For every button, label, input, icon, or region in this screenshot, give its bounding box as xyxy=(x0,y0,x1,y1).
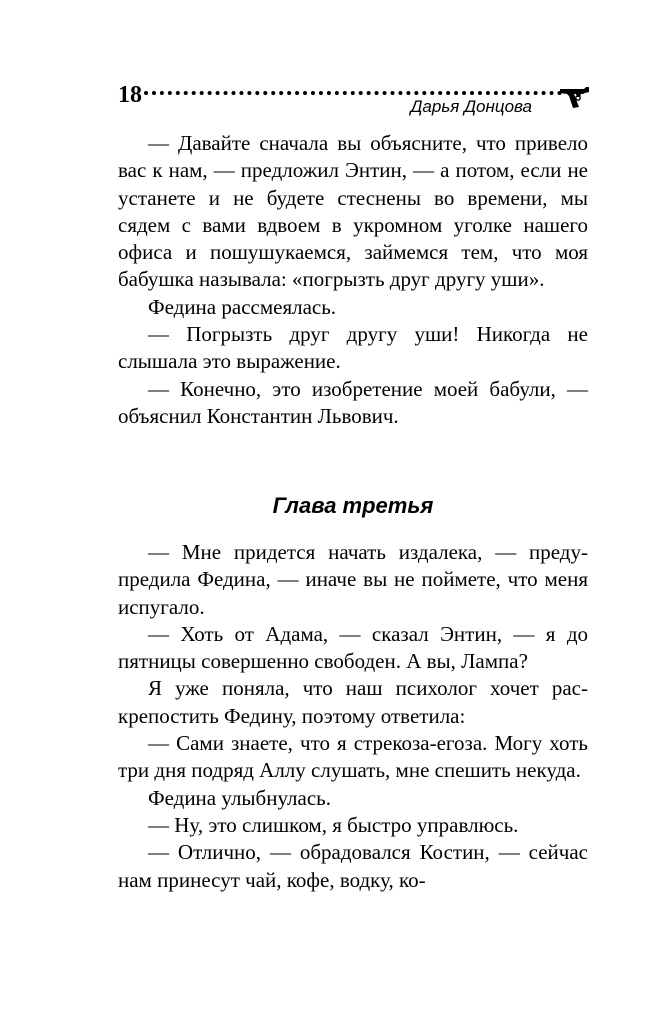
paragraph: — Ну, это слишком, я быстро управлюсь. xyxy=(148,812,519,837)
paragraph: Федина рассмеялась. xyxy=(148,294,337,319)
paragraph: — Мне придется начать издалека, — предупредила Федина, — иначе вы не поймете, что меня испугало. xyxy=(118,540,588,619)
paragraph: Федина улыбнулась. xyxy=(148,785,331,810)
paragraph: — Давайте сначала вы объясните, что привело вас к нам, — предложил Энтин, — а потом, если не устанете и не будете стеснены во времени, мы сядем с вами вдвоем в укромном уголке нашего офиса и пошушукаемся, займемся тем, что моя бабушка называла: «погрызть друг другу уши». xyxy=(118,131,588,292)
paragraph: Я уже поняла, что наш психолог хочет раскрепостить Федину, поэтому ответила: xyxy=(118,676,588,728)
paragraph: — Хоть от Адама, — сказал Энтин, — я до пятницы совершенно свободен. А вы, Лампа? xyxy=(118,621,588,674)
paragraph: — Сами знаете, что я стрекоза-егоза. Могу хоть три дня подряд Аллу слушать, мне спешить некуда. xyxy=(118,731,588,783)
paragraph: — Погрызть друг другу уши! Никогда не слышала это выражение. xyxy=(118,322,588,374)
paragraph: — Конечно, это изобретение моей бабули, — объяснил Константин Львович. xyxy=(118,376,588,428)
text-section-1 xyxy=(118,130,588,430)
paragraph: — Отлично, — обрадовался Костин, — сейчас нам принесут чай, кофе, водку, ко- xyxy=(118,840,588,892)
dotted-rule xyxy=(144,91,562,95)
running-author: Дарья Донцова xyxy=(410,97,532,116)
running-header xyxy=(118,80,588,120)
text-section-2 xyxy=(118,539,588,894)
page-number: 18 xyxy=(118,82,142,108)
chapter-title: Глава третья xyxy=(272,493,434,518)
revolver-icon xyxy=(558,83,592,109)
